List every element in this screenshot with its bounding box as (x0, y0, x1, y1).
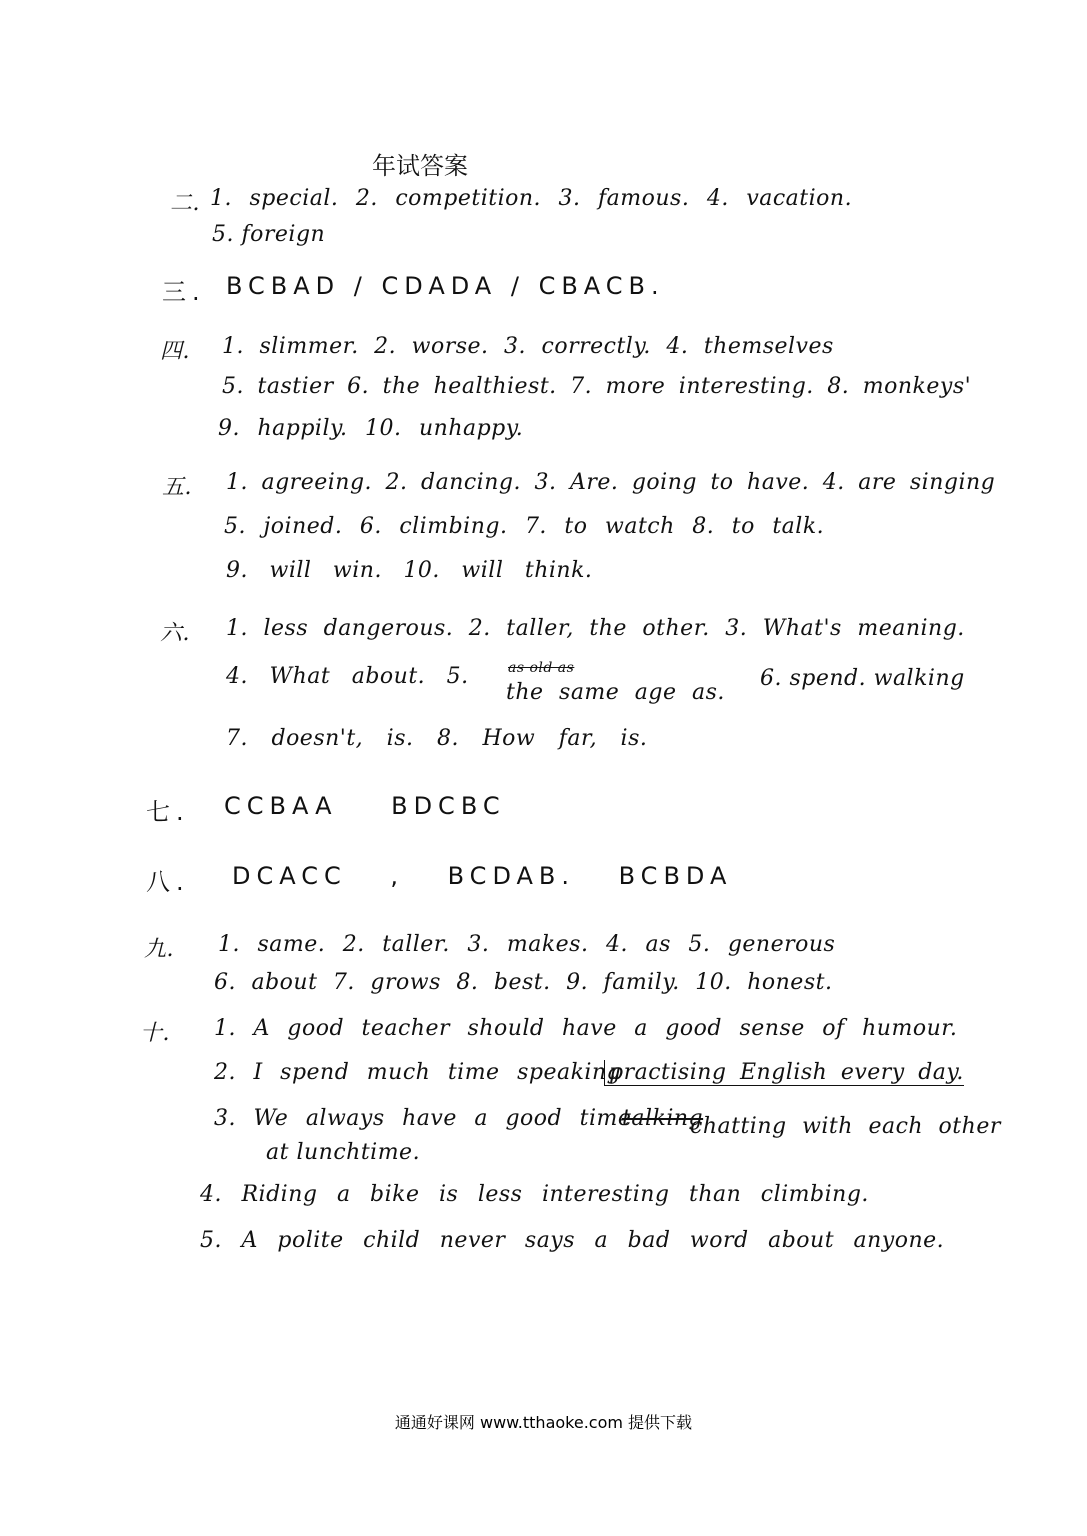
section-4-line-2: 5. tastier 6. the healthiest. 7. more interesting. 8. monkeys' (222, 374, 972, 399)
section-2-line-2: 5. foreign (212, 222, 326, 247)
section-6-line-2a: 4. What about. 5. (226, 664, 469, 689)
section-10-sentence-2b-text: practising English every day. (604, 1060, 964, 1086)
section-2-line-1: 1. special. 2. competition. 3. famous. 4. vacation. (210, 186, 853, 211)
section-10-sentence-3b: chatting with each other (690, 1114, 1001, 1139)
footer-watermark: 通通好课网 www.tthaoke.com 提供下载 (394, 1413, 693, 1432)
section-10-sentence-4: 4. Riding a bike is less interesting than climbing. (200, 1182, 869, 1207)
section-10-struck-word: talking (622, 1106, 704, 1131)
section-10-sentence-2a: 2. I spend much time speaking (214, 1060, 622, 1085)
section-10-sentence-3a: 3. We always have a good time (214, 1106, 632, 1131)
section-3-answers: BCBAD / CDADA / CBACB. (226, 272, 665, 300)
section-6-line-2c: 6. spend. walking (760, 666, 965, 691)
section-10-sentence-2b (600, 1060, 964, 1086)
section-8-answers: DCACC , BCDAB. BCBDA (232, 862, 733, 890)
section-6-line-2b: the same age as. (506, 680, 725, 705)
section-7-answers: CCBAA BDCBC (224, 792, 506, 820)
section-4-line-1: 1. slimmer. 2. worse. 3. correctly. 4. themselves (222, 334, 834, 359)
page-title: 年试答案 (372, 152, 468, 180)
section-2-label: 二. (170, 191, 200, 216)
section-6-line-1: 1. less dangerous. 2. taller, the other. 3. What's meaning. (226, 616, 965, 641)
section-10-sentence-1: 1. A good teacher should have a good sense of humour. (214, 1016, 958, 1041)
section-9-line-1: 1. same. 2. taller. 3. makes. 4. as 5. generous (218, 932, 836, 957)
section-5-line-3: 9. will win. 10. will think. (226, 558, 593, 583)
section-5-label: 五. (162, 475, 192, 500)
section-10-label: 十. (140, 1021, 170, 1046)
section-3-label: 三. (162, 278, 206, 306)
section-7-label: 七. (146, 798, 190, 826)
section-5-line-1: 1. agreeing. 2. dancing. 3. Are. going to have. 4. are singing (226, 470, 996, 495)
section-6-label: 六. (160, 621, 190, 646)
section-8-label: 八. (146, 868, 190, 896)
section-10-sentence-3c: at lunchtime. (266, 1140, 421, 1165)
section-6-struck-text: as old as (508, 660, 575, 676)
section-9-label: 九. (144, 937, 174, 962)
section-6-line-3: 7. doesn't, is. 8. How far, is. (226, 726, 648, 751)
section-9-line-2: 6. about 7. grows 8. best. 9. family. 10. honest. (214, 970, 833, 995)
section-10-sentence-5: 5. A polite child never says a bad word about anyone. (200, 1228, 945, 1253)
section-4-label: 四. (160, 339, 190, 364)
section-4-line-3: 9. happily. 10. unhappy. (218, 416, 524, 441)
section-5-line-2: 5. joined. 6. climbing. 7. to watch 8. to talk. (224, 514, 825, 539)
